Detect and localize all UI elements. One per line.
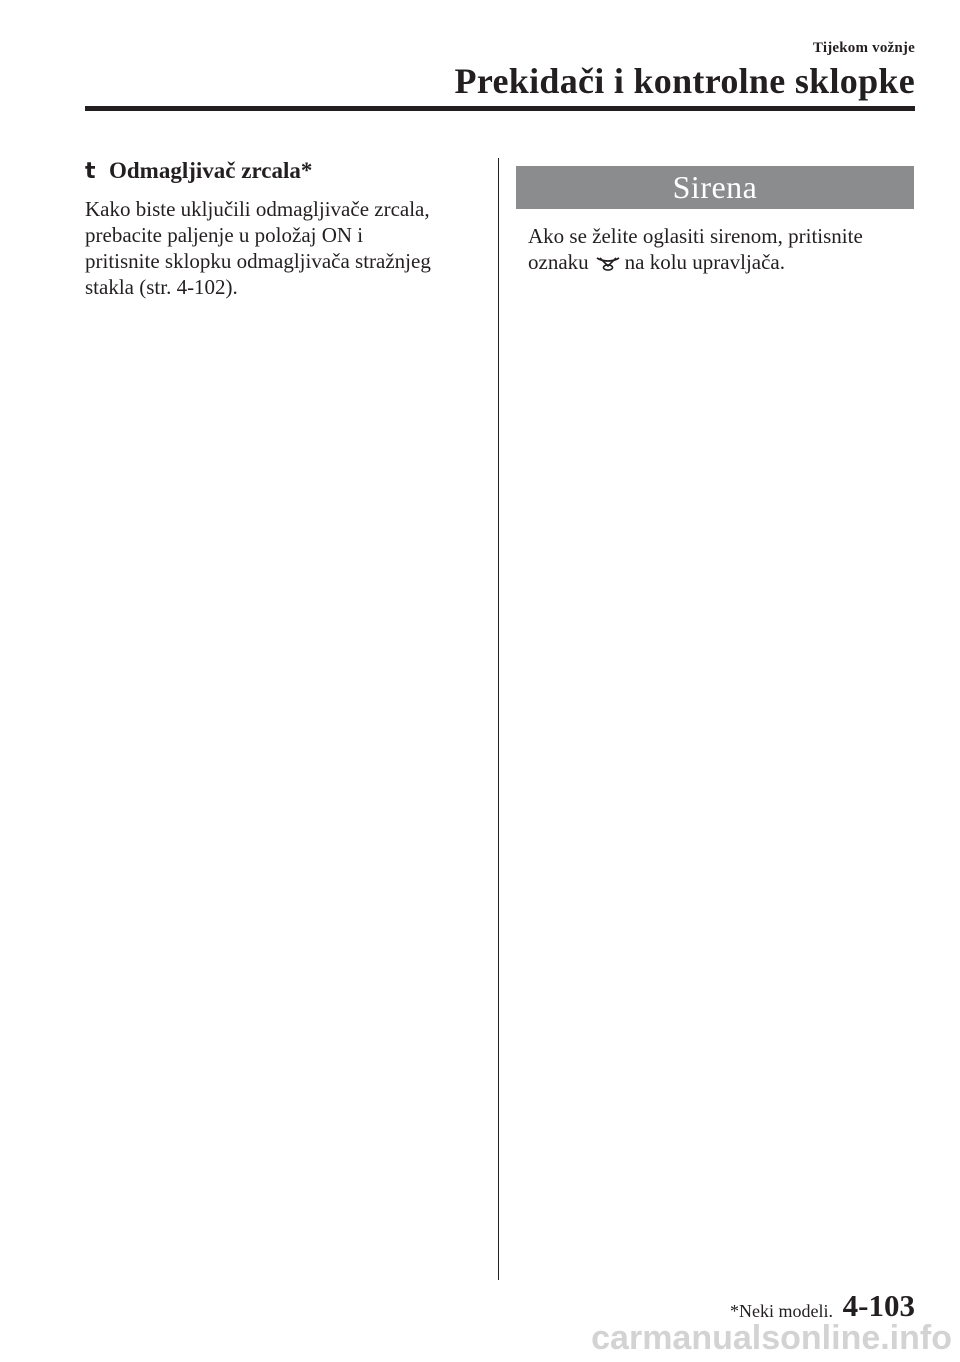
horn-icon [595, 255, 621, 271]
footnote: *Neki modeli. [730, 1301, 833, 1321]
horn-paragraph [516, 223, 914, 275]
heading-bullet: t [85, 159, 96, 184]
watermark: carmanualsonline.info [591, 1319, 952, 1357]
subsection-heading-text: Odmagljivač zrcala* [109, 158, 313, 183]
subsection-heading [85, 158, 480, 184]
header-rule [85, 106, 915, 111]
column-divider [498, 158, 499, 1280]
running-header-section: Tijekom vožnje [812, 40, 915, 56]
paragraph-line: pritisnite sklopku odmagljivača stražnjeg [85, 249, 431, 273]
left-column [85, 158, 480, 300]
running-header-chapter-title: Prekidači i kontrolne sklopke [454, 61, 915, 101]
text-after-icon: na kolu upravljača. [624, 250, 786, 274]
text-before-icon: oznaku [528, 250, 589, 274]
paragraph-line: Kako biste uključili odmagljivače zrcala, [85, 197, 430, 221]
section-banner: Sirena [516, 166, 914, 209]
paragraph-line: Ako se želite oglasiti sirenom, pritisnite [528, 224, 863, 248]
right-column [516, 166, 914, 275]
paragraph-line: prebacite paljenje u položaj ON i [85, 223, 364, 247]
paragraph-line [528, 249, 914, 275]
page-number: 4-103 [842, 1288, 915, 1323]
mirror-defogger-paragraph [85, 196, 480, 300]
paragraph-line: stakla (str. 4-102). [85, 275, 238, 299]
